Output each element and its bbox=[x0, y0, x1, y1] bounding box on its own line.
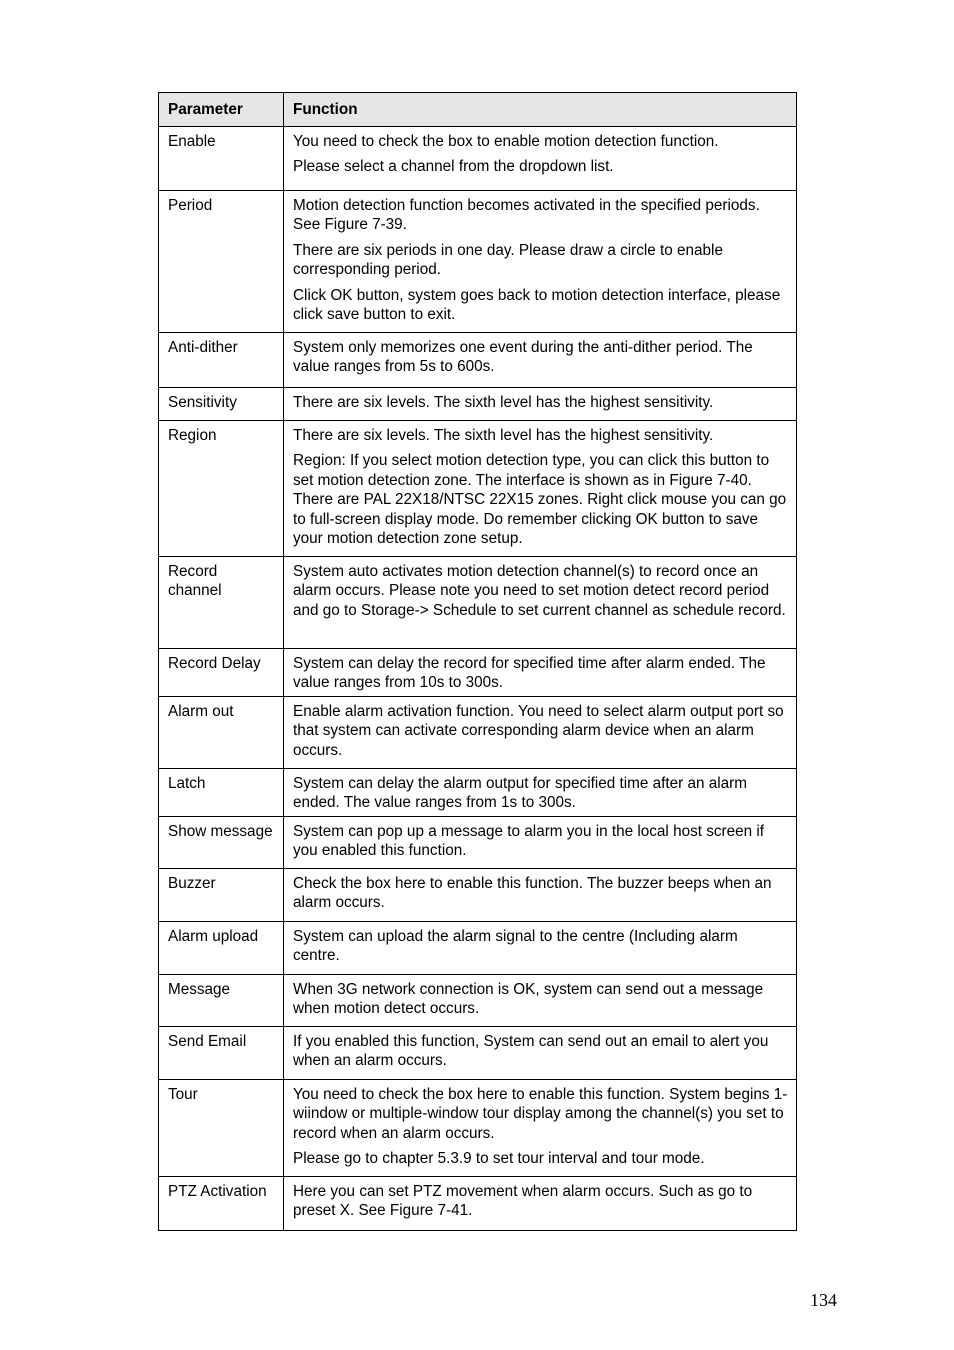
function-paragraph: System can delay the record for specified time after alarm ended. The value ranges from 10s to 300s. bbox=[293, 654, 766, 691]
function-paragraph: Here you can set PTZ movement when alarm occurs. Such as go to preset X. See Figure 7-41. bbox=[293, 1182, 753, 1219]
table-row bbox=[159, 868, 797, 921]
parameter-cell: Enable bbox=[159, 126, 284, 190]
function-paragraph: Motion detection function becomes activated in the specified periods. See Figure 7-39. bbox=[293, 196, 760, 233]
function-paragraph: There are six levels. The sixth level has the highest sensitivity. bbox=[293, 393, 714, 411]
table-row bbox=[159, 696, 797, 768]
table-row bbox=[159, 1079, 797, 1176]
table-row bbox=[159, 420, 797, 556]
function-paragraph: Region: If you select motion detection type, you can click this button to set motion detection zone. The interface is shown as in Figure 7-40. There are PAL 22X18/NTSC 22X15 zones. Right click mouse you can go to full-screen display mode. Do remember clicking OK button to save your motion detection zone setup. bbox=[293, 452, 787, 547]
parameter-cell: Anti-dither bbox=[159, 332, 284, 387]
function-paragraph: There are six levels. The sixth level has the highest sensitivity. bbox=[293, 426, 714, 444]
function-cell bbox=[284, 126, 797, 190]
parameter-cell: Show message bbox=[159, 816, 284, 868]
table-header-row bbox=[159, 93, 797, 127]
function-cell bbox=[284, 648, 797, 696]
parameter-cell: PTZ Activation bbox=[159, 1176, 284, 1230]
parameter-cell: Period bbox=[159, 190, 284, 332]
table-row bbox=[159, 921, 797, 974]
header-parameter: Parameter bbox=[159, 93, 284, 127]
function-paragraph: If you enabled this function, System can send out an email to alert you when an alarm occurs. bbox=[293, 1032, 769, 1069]
function-cell bbox=[284, 696, 797, 768]
parameter-cell: Record Delay bbox=[159, 648, 284, 696]
parameter-cell: Region bbox=[159, 420, 284, 556]
function-cell bbox=[284, 1026, 797, 1079]
parameter-table bbox=[158, 92, 797, 1231]
function-paragraph: Enable alarm activation function. You need to select alarm output port so that system can activate corresponding alarm device when an alarm occurs. bbox=[293, 702, 784, 759]
function-paragraph: System auto activates motion detection channel(s) to record once an alarm occurs. Please note you need to set motion detect record period and go to Storage-> Schedule to set current channel as schedule record. bbox=[293, 562, 786, 619]
table-row bbox=[159, 556, 797, 648]
page-number: 134 bbox=[810, 1290, 837, 1310]
function-cell bbox=[284, 768, 797, 816]
parameter-cell: Record channel bbox=[159, 556, 284, 648]
parameter-cell: Latch bbox=[159, 768, 284, 816]
table-row bbox=[159, 648, 797, 696]
function-cell bbox=[284, 420, 797, 556]
parameter-cell: Send Email bbox=[159, 1026, 284, 1079]
function-paragraph: System can upload the alarm signal to the centre (Including alarm centre. bbox=[293, 927, 738, 964]
function-paragraph: When 3G network connection is OK, system can send out a message when motion detect occurs. bbox=[293, 980, 764, 1017]
parameter-cell: Alarm out bbox=[159, 696, 284, 768]
function-paragraph: You need to check the box to enable motion detection function. bbox=[293, 132, 719, 150]
parameter-cell: Tour bbox=[159, 1079, 284, 1176]
function-cell bbox=[284, 556, 797, 648]
function-paragraph: Check the box here to enable this function. The buzzer beeps when an alarm occurs. bbox=[293, 874, 772, 911]
function-paragraph: Click OK button, system goes back to motion detection interface, please click save button to exit. bbox=[293, 286, 781, 323]
function-paragraph: You need to check the box here to enable this function. System begins 1-wiindow or multiple-window tour display among the channel(s) you set to record when an alarm occurs. bbox=[293, 1085, 788, 1142]
table-row bbox=[159, 768, 797, 816]
function-cell bbox=[284, 974, 797, 1026]
function-cell bbox=[284, 1176, 797, 1230]
parameter-cell: Alarm upload bbox=[159, 921, 284, 974]
table-row bbox=[159, 332, 797, 387]
function-cell bbox=[284, 332, 797, 387]
function-cell bbox=[284, 868, 797, 921]
function-paragraph: Please select a channel from the dropdown list. bbox=[293, 158, 614, 175]
table-row bbox=[159, 1176, 797, 1230]
table-row bbox=[159, 974, 797, 1026]
table-row bbox=[159, 1026, 797, 1079]
table-body bbox=[159, 126, 797, 1230]
table-row bbox=[159, 190, 797, 332]
parameter-cell: Sensitivity bbox=[159, 387, 284, 420]
function-cell bbox=[284, 921, 797, 974]
function-cell bbox=[284, 1079, 797, 1176]
function-cell bbox=[284, 387, 797, 420]
header-function: Function bbox=[284, 93, 797, 127]
function-paragraph: System can pop up a message to alarm you in the local host screen if you enabled this function. bbox=[293, 822, 765, 859]
parameter-cell: Message bbox=[159, 974, 284, 1026]
function-paragraph: Please go to chapter 5.3.9 to set tour interval and tour mode. bbox=[293, 1150, 705, 1167]
parameter-cell: Buzzer bbox=[159, 868, 284, 921]
table-row bbox=[159, 387, 797, 420]
table-row bbox=[159, 126, 797, 190]
function-cell bbox=[284, 816, 797, 868]
function-paragraph: There are six periods in one day. Please draw a circle to enable corresponding period. bbox=[293, 241, 723, 278]
function-paragraph: System only memorizes one event during the anti-dither period. The value ranges from 5s to 600s. bbox=[293, 338, 753, 375]
function-cell bbox=[284, 190, 797, 332]
function-paragraph: System can delay the alarm output for specified time after an alarm ended. The value ranges from 1s to 300s. bbox=[293, 774, 748, 811]
table-row bbox=[159, 816, 797, 868]
